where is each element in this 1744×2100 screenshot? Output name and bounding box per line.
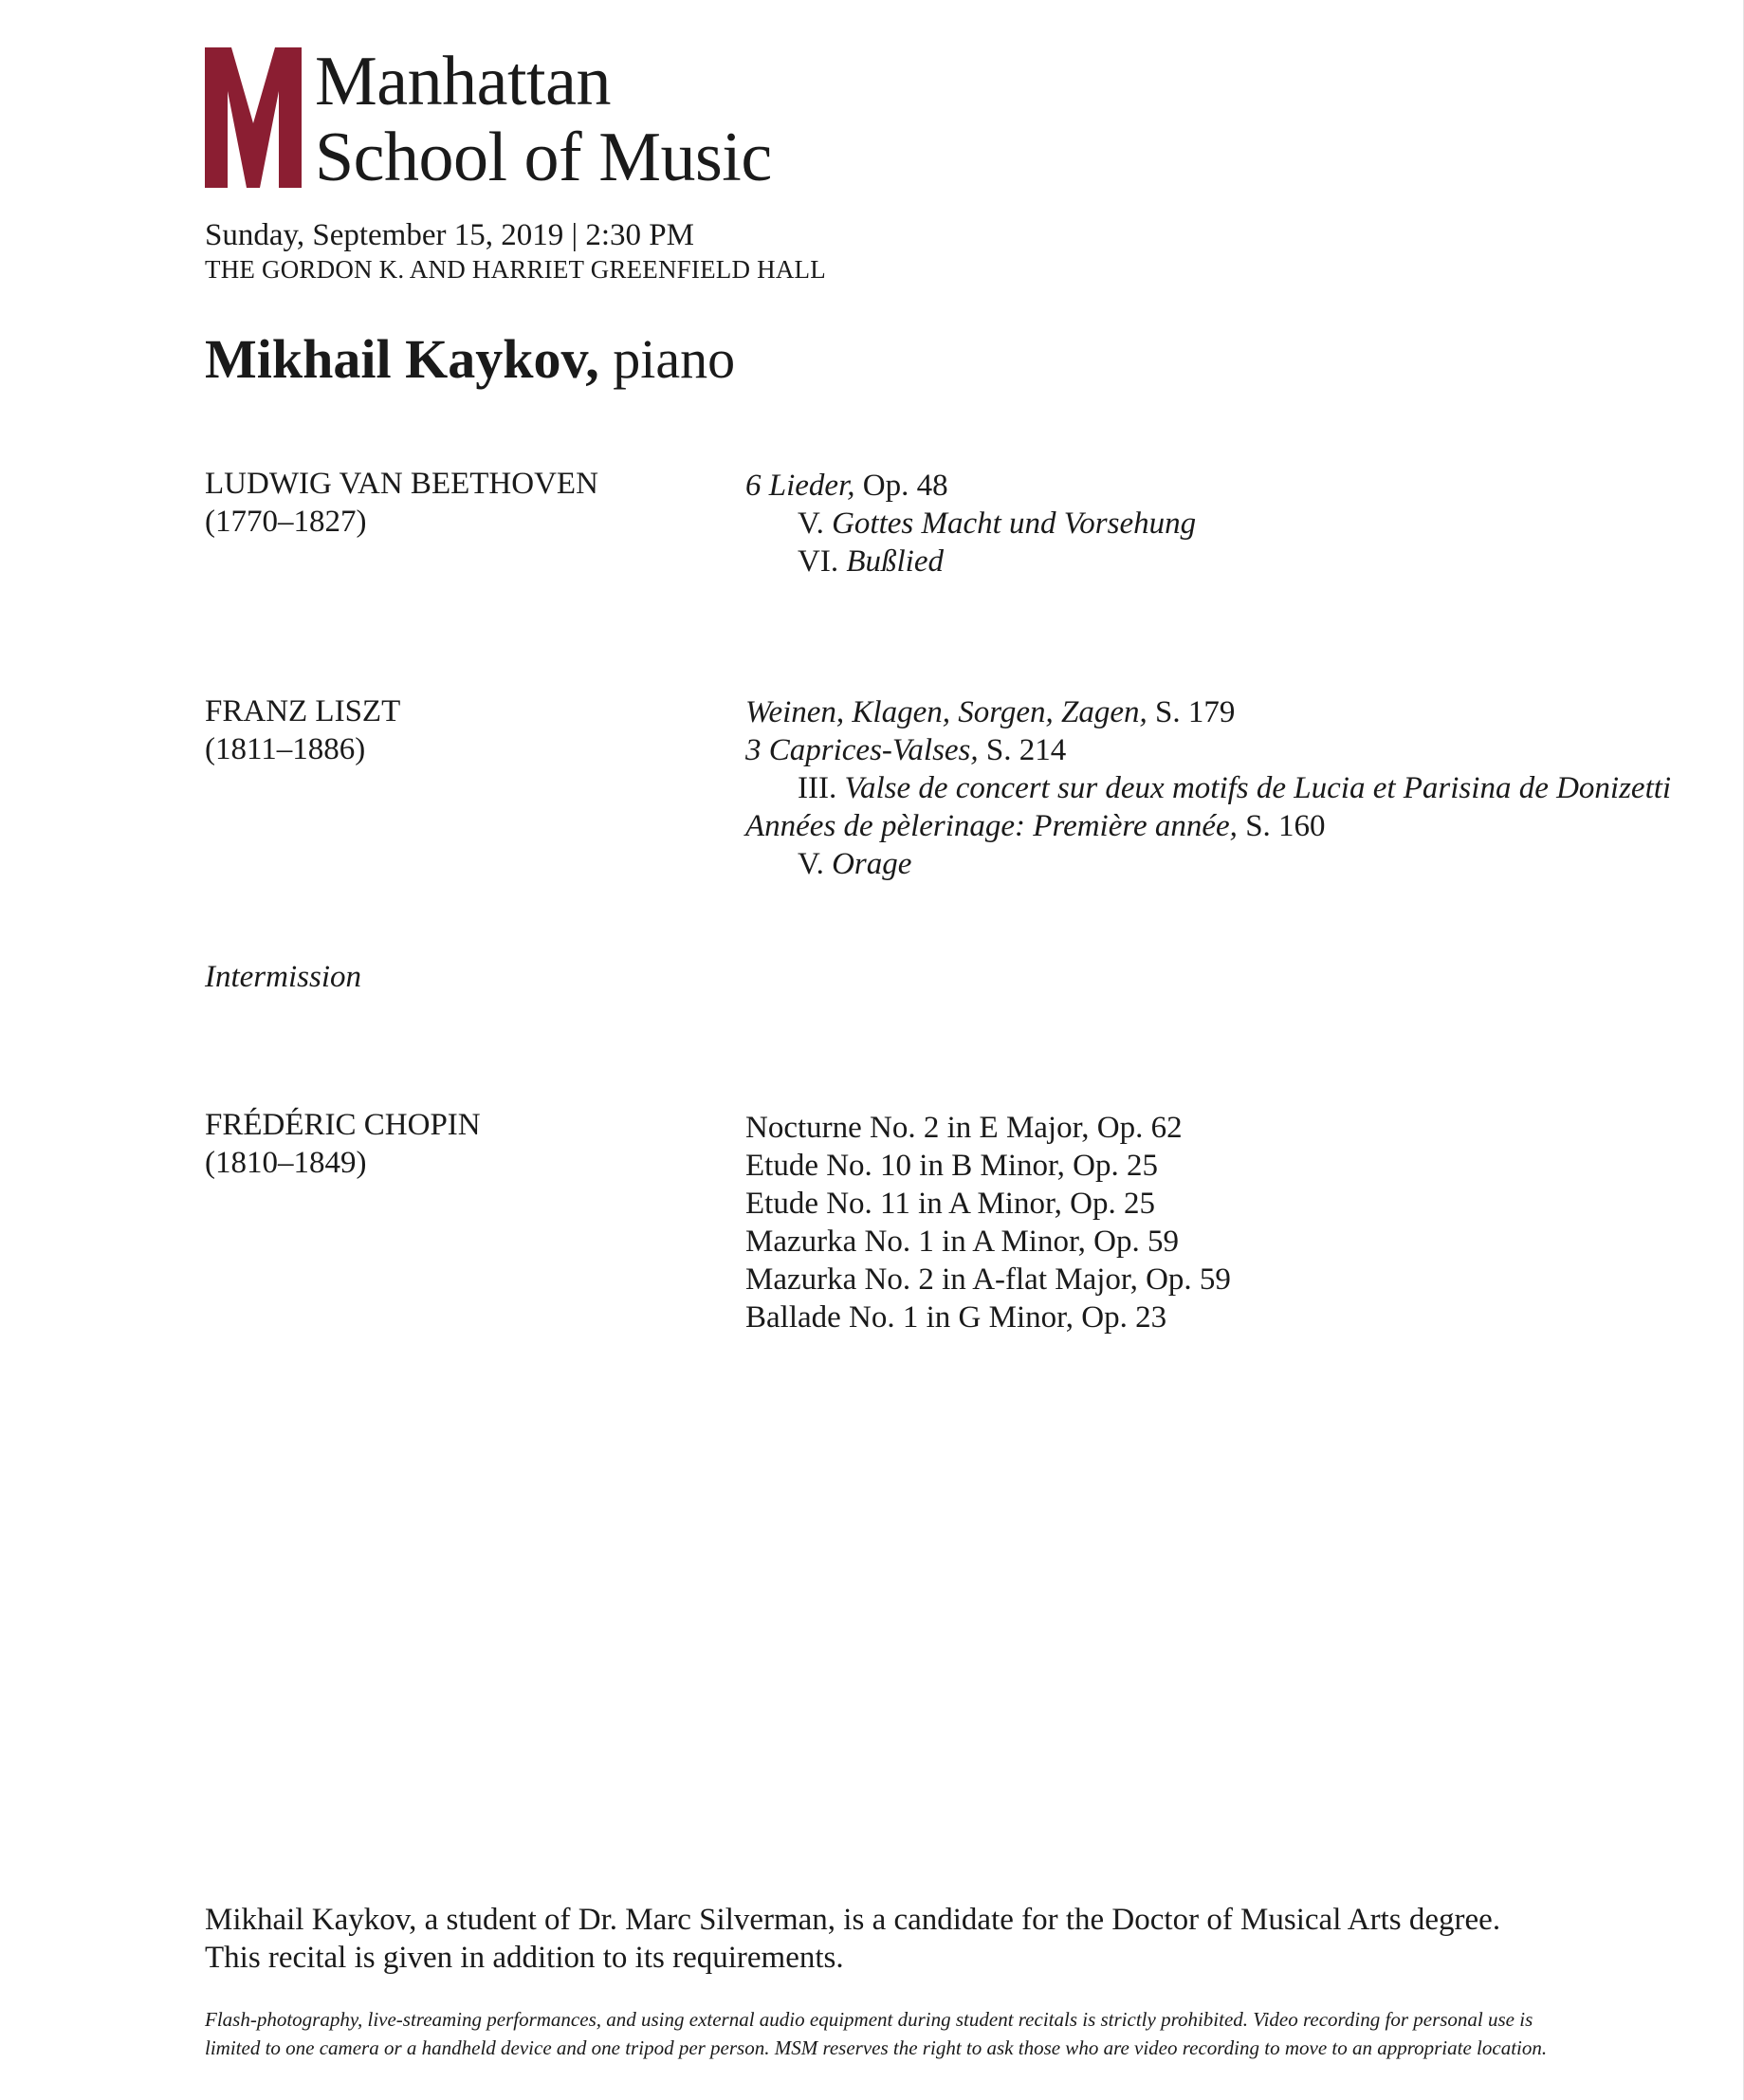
school-name-line1: Manhattan [315, 43, 611, 120]
work-item: Années de pèlerinage: Première année, S. 160 [745, 809, 1326, 843]
notice-line: Flash-photography, live-streaming performances, and using external audio equipment during student recitals is strictly prohibited. Video recording for personal use is [205, 2008, 1533, 2031]
event-date: Sunday, September 15, 2019 | 2:30 PM [205, 218, 694, 252]
composer-chopin [205, 1106, 481, 1182]
work-item: Mazurka No. 1 in A Minor, Op. 59 [745, 1225, 1179, 1259]
works-chopin [745, 1109, 1231, 1336]
work-item: Mazurka No. 2 in A-flat Major, Op. 59 [745, 1262, 1231, 1297]
composer-name: FRÉDÉRIC CHOPIN [205, 1108, 481, 1142]
works-beethoven [745, 467, 1196, 580]
performer-bio [205, 1901, 1627, 1977]
performer-name: Mikhail Kaykov, [205, 328, 599, 390]
works-liszt [745, 693, 1671, 883]
intermission-label: Intermission [205, 960, 361, 994]
performer-instrument: piano [613, 328, 736, 390]
work-item: Etude No. 10 in B Minor, Op. 25 [745, 1149, 1158, 1183]
composer-liszt [205, 692, 400, 768]
composer-dates: (1811–1886) [205, 732, 366, 766]
school-name [315, 44, 772, 195]
composer-dates: (1770–1827) [205, 505, 367, 539]
movement-item: III. Valse de concert sur deux motifs de Lucia et Parisina de Donizetti [798, 771, 1672, 805]
performer-title [205, 326, 735, 393]
school-name-line2: School of Music [315, 119, 772, 196]
composer-name: LUDWIG VAN BEETHOVEN [205, 467, 598, 501]
work-item: Etude No. 11 in A Minor, Op. 25 [745, 1187, 1155, 1221]
school-logo [205, 43, 1153, 199]
work-item: 6 Lieder, Op. 48 [745, 469, 948, 503]
work-item: 3 Caprices-Valses, S. 214 [745, 733, 1067, 767]
movement-item: V. Gottes Macht und Vorsehung [798, 507, 1197, 541]
composer-beethoven [205, 465, 598, 541]
composer-dates: (1810–1849) [205, 1146, 367, 1180]
bio-line: This recital is given in addition to its requirements. [205, 1941, 844, 1975]
notice-line: limited to one camera or a handheld device and one tripod per person. MSM reserves the right to ask those who are video recording to move to an appropriate location. [205, 2036, 1548, 2059]
bio-line: Mikhail Kaykov, a student of Dr. Marc Silverman, is a candidate for the Doctor of Musical Arts degree. [205, 1903, 1501, 1937]
work-item: Nocturne No. 2 in E Major, Op. 62 [745, 1111, 1183, 1145]
movement-item: V. Orage [798, 847, 912, 881]
movement-item: VI. Bußlied [798, 544, 944, 579]
work-item: Weinen, Klagen, Sorgen, Zagen, S. 179 [745, 695, 1236, 729]
composer-name: FRANZ LISZT [205, 694, 401, 728]
work-item: Ballade No. 1 in G Minor, Op. 23 [745, 1300, 1167, 1335]
recording-policy-notice [205, 2005, 1646, 2062]
event-venue: THE GORDON K. AND HARRIET GREENFIELD HALL [205, 255, 826, 284]
m-logo-mark-icon [205, 47, 302, 188]
